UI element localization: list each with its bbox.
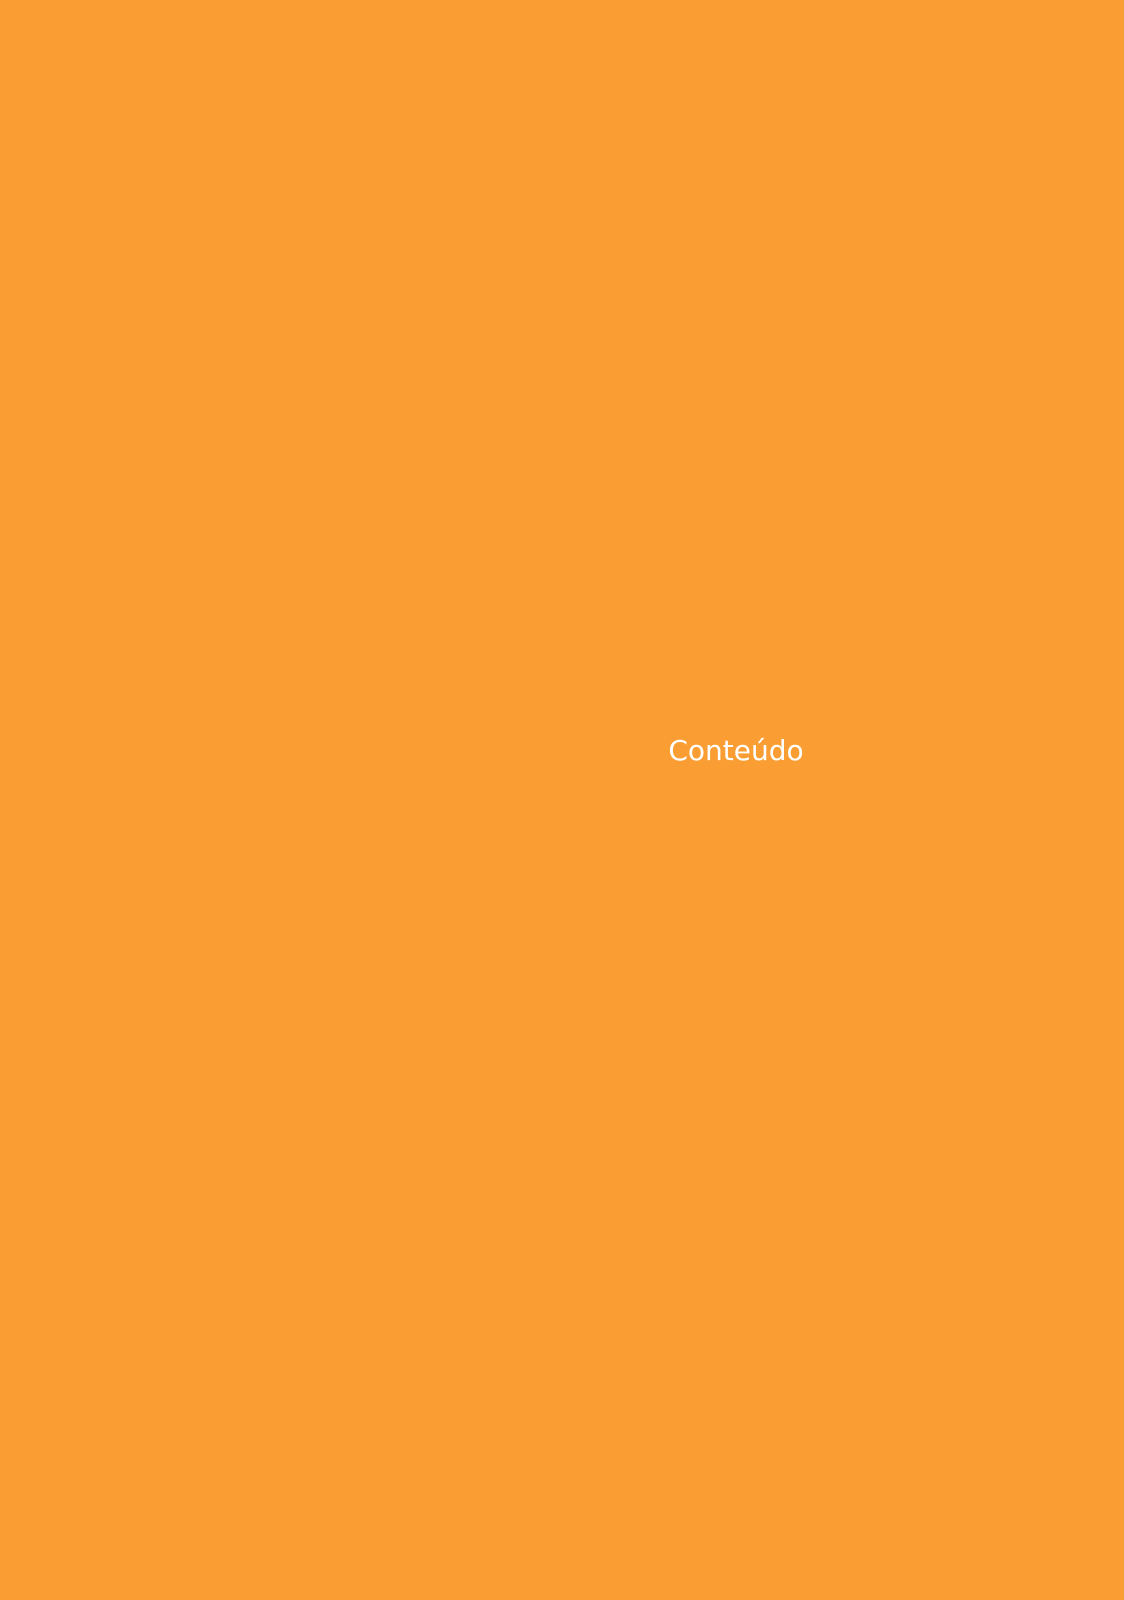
toc-title: Conteúdo — [668, 734, 804, 767]
